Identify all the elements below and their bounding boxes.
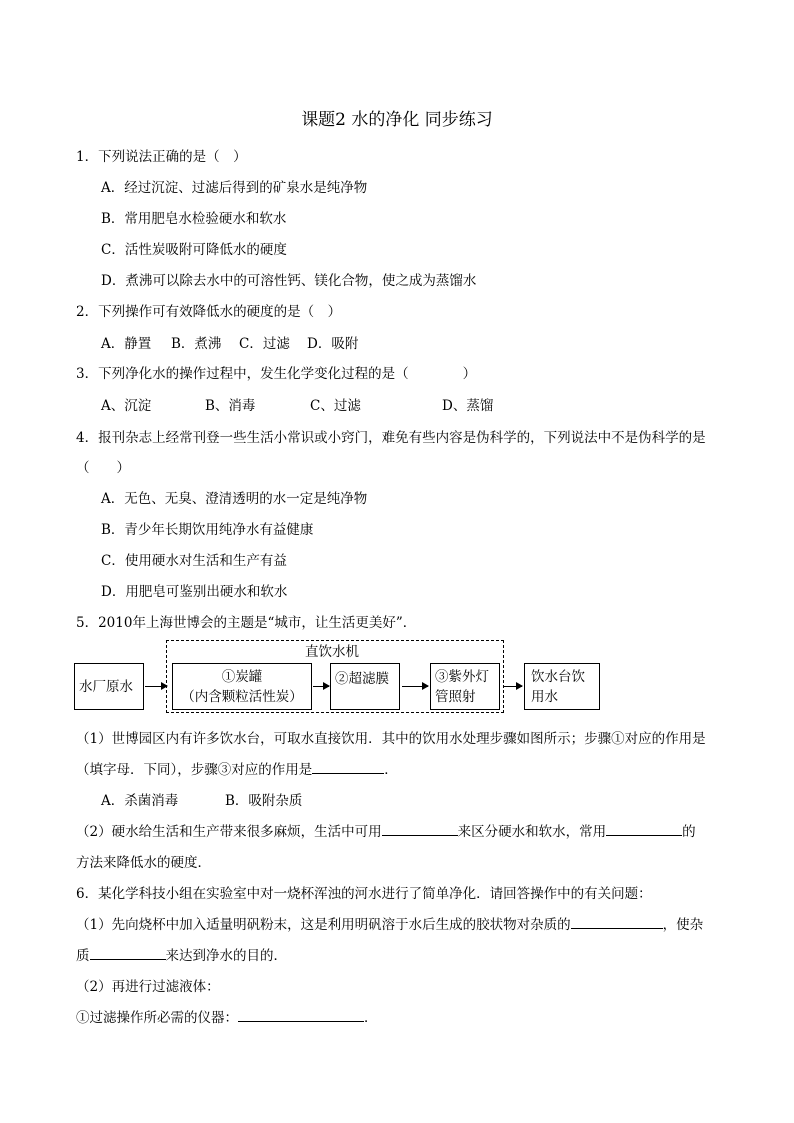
question-1-option-a: A．经过沉淀、过滤后得到的矿泉水是纯净物 bbox=[101, 180, 368, 196]
carbon-tank-label: ①炭罐 bbox=[221, 669, 263, 685]
question-5-part-1-line-2 bbox=[76, 758, 398, 778]
question-6-stem: 6．某化学科技小组在实验室中对一烧杯浑浊的河水进行了简单净化．请回答操作中的有关问题： bbox=[76, 886, 652, 902]
question-5-stem: 5．2010年上海世博会的主题是“城市，让生活更美好”． bbox=[76, 615, 417, 631]
question-6-part-1 bbox=[76, 913, 703, 933]
carbon-tank-note: （内含颗粒活性炭） bbox=[181, 689, 303, 705]
question-2-options bbox=[101, 332, 358, 352]
question-2-option-b: B．煮沸 bbox=[171, 336, 222, 352]
source-water-label: 水厂原水 bbox=[79, 679, 133, 695]
arrow-icon bbox=[504, 686, 522, 687]
question-6-part-1-line-2 bbox=[76, 944, 287, 964]
question-6-part-2-1 bbox=[76, 1006, 378, 1026]
answer-blank[interactable] bbox=[606, 834, 682, 836]
question-1-option-b: B．常用肥皂水检验硬水和软水 bbox=[101, 211, 287, 227]
question-3-option-d: D、蒸馏 bbox=[442, 398, 494, 414]
question-6-part-2-1-text: ①过滤操作所必需的仪器： bbox=[76, 1010, 238, 1026]
question-6-part-2-1-end: ． bbox=[364, 1010, 378, 1026]
uv-lamp-box bbox=[430, 663, 500, 710]
question-4-stem-bracket: （ ） bbox=[76, 460, 130, 476]
page-title: 课题2 水的净化 同步练习 bbox=[301, 110, 493, 130]
carbon-tank-box bbox=[172, 663, 312, 710]
output-water-label: 饮水台饮 bbox=[531, 669, 585, 685]
question-3-option-b: B、消毒 bbox=[205, 398, 256, 414]
arrow-icon bbox=[145, 686, 167, 687]
question-5-options bbox=[101, 789, 302, 809]
question-3-stem: 3．下列净化水的操作过程中，发生化学变化过程的是（ ） bbox=[76, 366, 477, 382]
answer-blank[interactable] bbox=[382, 834, 458, 836]
question-5-part-1: （1）世博园区内有许多饮水台，可取水直接饮用．其中的饮用水处理步骤如图所示；步骤①对应的作用是 bbox=[76, 731, 706, 747]
question-3-options bbox=[101, 394, 493, 414]
question-5-option-b: B．吸附杂质 bbox=[225, 793, 303, 809]
question-5-part-2-text-3: 的 bbox=[682, 824, 696, 840]
question-4-option-c: C．使用硬水对生活和生产有益 bbox=[101, 553, 287, 569]
question-1-stem: 1．下列说法正确的是（ ） bbox=[76, 149, 247, 165]
output-water-label-2: 用水 bbox=[531, 689, 558, 705]
ultrafiltration-box bbox=[330, 663, 400, 710]
output-water-box bbox=[524, 663, 600, 710]
arrow-icon bbox=[313, 686, 329, 687]
arrow-icon bbox=[402, 686, 428, 687]
question-2-option-a: A．静置 bbox=[101, 336, 152, 352]
question-4-stem: 4．报刊杂志上经常刊登一些生活小常识或小窍门，难免有些内容是伪科学的，下列说法中不是伪科学的是 bbox=[76, 430, 706, 446]
question-4-option-d: D．用肥皂可鉴别出硬水和软水 bbox=[101, 584, 288, 600]
question-5-part-1-text: （填字母．下同），步骤③对应的作用是 bbox=[76, 762, 313, 778]
drinking-machine-label: 直饮水机 bbox=[305, 644, 359, 660]
question-2-option-c: C．过滤 bbox=[239, 336, 290, 352]
question-4-option-b: B．青少年长期饮用纯净水有益健康 bbox=[101, 522, 314, 538]
question-5-part-1-end: ． bbox=[384, 762, 398, 778]
answer-blank[interactable] bbox=[571, 927, 663, 929]
uv-lamp-label-2: 管照射 bbox=[435, 689, 476, 705]
question-3-option-a: A、沉淀 bbox=[101, 398, 152, 414]
question-4-option-a: A．无色、无臭、澄清透明的水一定是纯净物 bbox=[101, 491, 368, 507]
question-5-part-2 bbox=[76, 820, 696, 840]
question-2-option-d: D．吸附 bbox=[307, 336, 359, 352]
answer-blank[interactable] bbox=[238, 1020, 364, 1022]
question-5-part-2-text: （2）硬水给生活和生产带来很多麻烦，生活中可用 bbox=[76, 824, 382, 840]
question-2-stem: 2．下列操作可有效降低水的硬度的是（ ） bbox=[76, 304, 342, 320]
question-6-part-1-text-2: ，使杂 bbox=[662, 917, 704, 933]
answer-blank[interactable] bbox=[90, 958, 166, 960]
question-5-option-a: A．杀菌消毒 bbox=[101, 793, 179, 809]
question-6-part-2: （2）再进行过滤液体： bbox=[76, 979, 220, 995]
answer-blank[interactable] bbox=[312, 772, 384, 774]
question-5-part-2-text-2: 来区分硬水和软水，常用 bbox=[457, 824, 607, 840]
question-6-part-1-text-4: 来达到净水的目的． bbox=[165, 948, 287, 964]
source-water-box bbox=[74, 663, 144, 710]
ultrafiltration-label: ②超滤膜 bbox=[335, 671, 389, 687]
question-6-part-1-text: （1）先向烧杯中加入适量明矾粉末，这是利用明矾溶于水后生成的胶状物对杂质的 bbox=[76, 917, 571, 933]
question-6-part-1-text-3: 质 bbox=[76, 948, 90, 964]
question-1-option-c: C．活性炭吸附可降低水的硬度 bbox=[101, 242, 287, 258]
question-3-option-c: C、过滤 bbox=[310, 398, 361, 414]
uv-lamp-label: ③紫外灯 bbox=[435, 669, 489, 685]
question-5-part-2-line-2: 方法来降低水的硬度． bbox=[76, 855, 211, 871]
question-1-option-d: D．煮沸可以除去水中的可溶性钙、镁化合物，使之成为蒸馏水 bbox=[101, 273, 477, 289]
